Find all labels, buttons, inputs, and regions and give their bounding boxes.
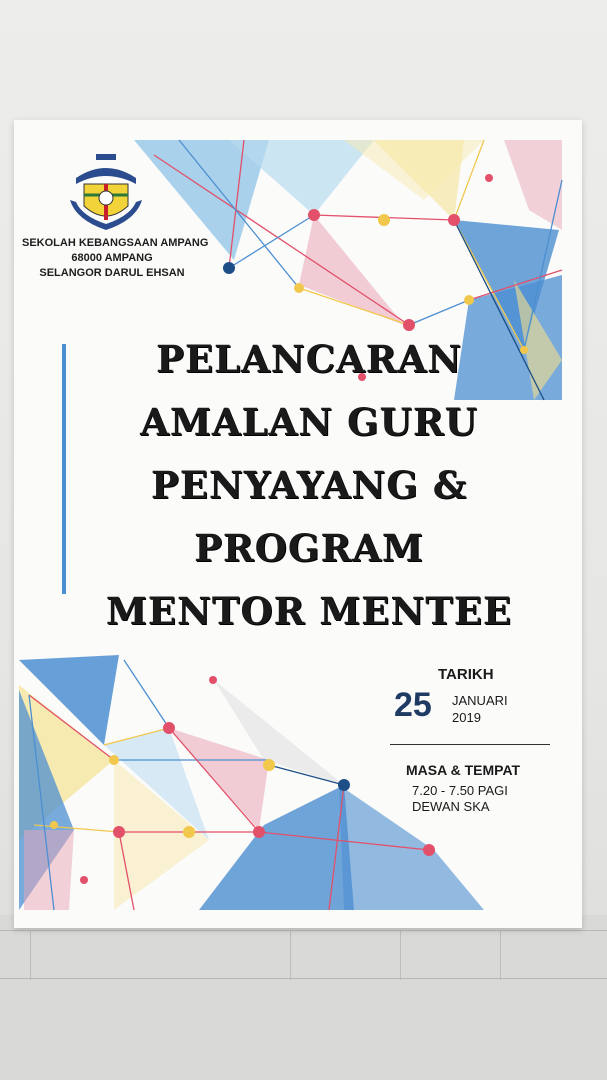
title-line-5: MENTOR MENTEE (105, 589, 513, 633)
table-column-line (290, 930, 291, 980)
school-crest-icon (66, 150, 146, 232)
time-place-info (412, 783, 508, 815)
school-state: SELANGOR DARUL EHSAN (39, 267, 185, 279)
table-line (0, 978, 607, 979)
date-day: 25 (394, 686, 432, 724)
accent-bar (62, 344, 66, 594)
school-name: SEKOLAH KEBANGSAAN AMPANG (22, 237, 209, 249)
school-address (22, 236, 209, 281)
poster (14, 120, 582, 928)
time-place-label: MASA & TEMPAT (406, 762, 521, 778)
table-line (0, 930, 607, 931)
date-month: JANUARI (452, 693, 508, 708)
table-column-line (500, 930, 501, 980)
date-label: TARIKH (438, 666, 494, 683)
table-column-line (30, 930, 31, 980)
date-month-year (452, 692, 508, 726)
table-column-line (400, 930, 401, 980)
event-time: 7.20 - 7.50 PAGI (412, 783, 508, 798)
school-postcode: 68000 AMPANG (71, 252, 153, 264)
title-line-2: AMALAN GURU (140, 400, 478, 444)
event-title (74, 328, 544, 643)
divider (390, 744, 550, 745)
title-line-3: PENYAYANG & (150, 463, 468, 507)
title-line-1: PELANCARAN (156, 337, 462, 381)
title-line-4: PROGRAM (194, 526, 424, 570)
underlying-document (0, 915, 607, 1080)
event-venue: DEWAN SKA (412, 799, 490, 814)
date-year: 2019 (452, 710, 481, 725)
